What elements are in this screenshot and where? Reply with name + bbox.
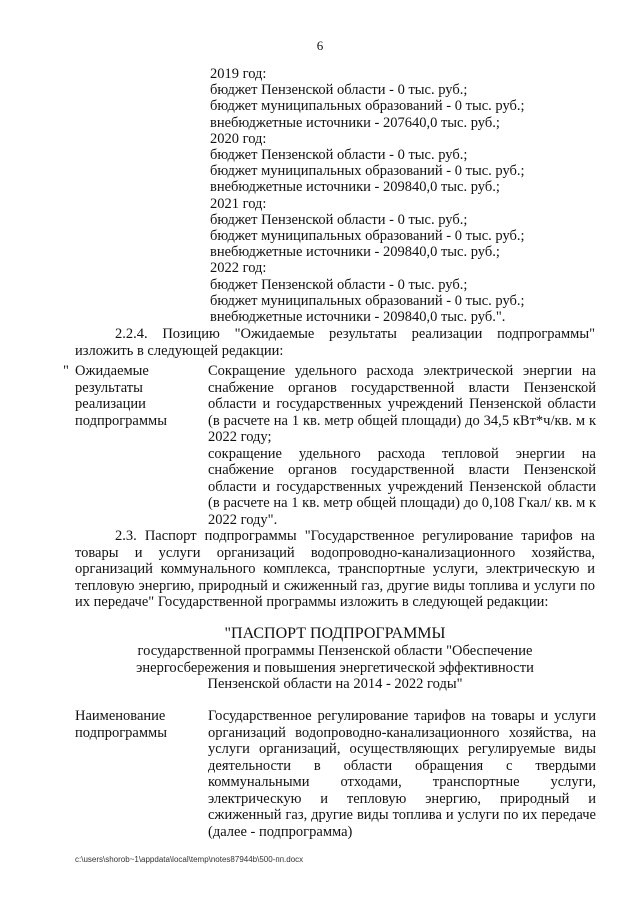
passport-subtitle-line: энергосбережения и повышения энергетической эффективности (136, 659, 534, 676)
budget-regional: бюджет Пензенской области - 0 тыс. руб.; (210, 147, 468, 164)
budget-extrabudgetary: внебюджетные источники - 209840,0 тыс. руб.; (210, 179, 500, 196)
file-path-footer: c:\users\shorob~1\appdata\local\temp\notes87944b\500-пп.docx (75, 855, 304, 864)
passport-subtitle-line: государственной программы Пензенской области "Обеспечение (137, 642, 533, 659)
expected-result-electric: Сокращение удельного расхода электрической энергии на снабжение органов государственной власти Пензенской области и государственных учреждений Пензенской области (в расчете на 1 кв. метр общей площади) до 34,5 кВт*ч/кв. м к 2022 году; (208, 363, 596, 445)
passport-title (75, 626, 595, 693)
page-number: 6 (316, 38, 324, 53)
subprogram-name-value: Государственное регулирование тарифов на товары и услуги организаций водопроводно-канализационного хозяйства, на услуги организаций, осуществляющих регулируемые виды деятельности в области обращения с твердыми коммунальными отходами, транспортные услуги, электрическую и тепловую энергию, природный и сжиженный газ, другие виды топлива и услуги по их передаче (далее - подпрограмма) (208, 708, 596, 840)
budget-year: 2021 год: (210, 195, 267, 212)
subprogram-name-label: Наименование подпрограммы (75, 708, 167, 741)
budget-regional: бюджет Пензенской области - 0 тыс. руб.; (210, 211, 468, 228)
budget-year: 2022 год: (210, 260, 267, 277)
passport-subtitle-line: Пензенской области на 2014 - 2022 годы" (207, 676, 463, 693)
budget-municipal: бюджет муниципальных образований - 0 тыс. руб.; (210, 163, 525, 180)
budget-regional: бюджет Пензенской области - 0 тыс. руб.; (210, 82, 468, 99)
budget-breakdown (210, 66, 590, 325)
paragraph-2-2-4: 2.2.4. Позицию "Ожидаемые результаты реализации подпрограммы" изложить в следующей редакции: (75, 326, 595, 359)
budget-year: 2020 год: (210, 130, 267, 147)
budget-municipal: бюджет муниципальных образований - 0 тыс. руб.; (210, 98, 525, 115)
budget-year: 2019 год: (210, 66, 267, 82)
expected-results-content (208, 363, 596, 528)
opening-quote: " (63, 363, 69, 379)
budget-municipal: бюджет муниципальных образований - 0 тыс. руб.; (210, 292, 525, 309)
budget-extrabudgetary: внебюджетные источники - 207640,0 тыс. руб.; (210, 114, 500, 131)
budget-extrabudgetary: внебюджетные источники - 209840,0 тыс. руб.". (210, 309, 506, 326)
expected-result-heat: сокращение удельного расхода тепловой энергии на снабжение органов государственной власти Пензенской области и государственных учреждений Пензенской области (в расчете на 1 кв. метр общей площади) до 0,108 Гкал/ кв. м к 2022 году". (208, 445, 596, 528)
budget-regional: бюджет Пензенской области - 0 тыс. руб.; (210, 276, 468, 293)
budget-extrabudgetary: внебюджетные источники - 209840,0 тыс. руб.; (210, 244, 500, 261)
passport-heading: "ПАСПОРТ ПОДПРОГРАММЫ (224, 625, 446, 642)
paragraph-2-3: 2.3. Паспорт подпрограммы "Государственное регулирование тарифов на товары и услуги организаций водопроводно-канализационного хозяйства, организаций коммунального комплекса, транспортные услуги, электрическую и тепловую энергию, природный и сжиженный газ, другие виды топлива и услуги по их передаче" Государственной программы изложить в следующей редакции: (75, 528, 595, 610)
budget-municipal: бюджет муниципальных образований - 0 тыс. руб.; (210, 228, 525, 245)
expected-results-label: Ожидаемые результаты реализации подпрограммы (75, 363, 167, 429)
